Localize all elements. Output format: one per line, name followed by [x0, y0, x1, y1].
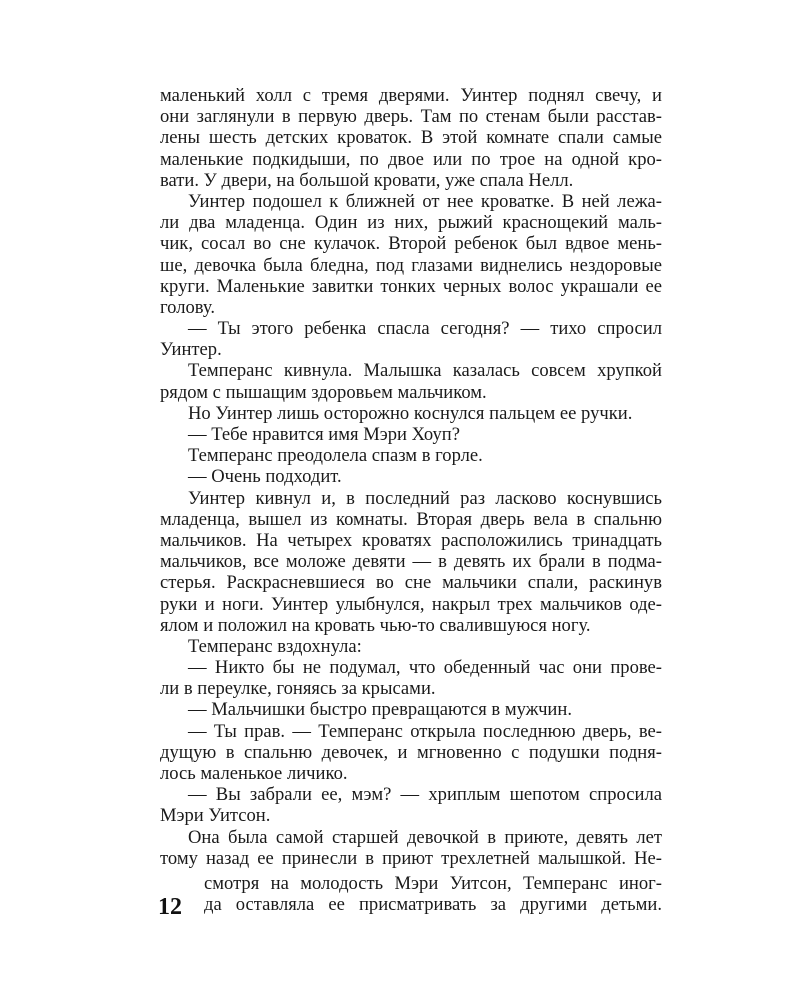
text-line: — Ты прав. — Темперанс открыла последнюю дверь, ве-	[188, 720, 662, 742]
text-line: — Никто бы не подумал, что обеденный час они прове-	[188, 657, 662, 679]
text-line: — Ты этого ребенка спасла сегодня? — тихо спросил	[188, 318, 662, 340]
text-line: чик, сосал во сне кулачок. Второй ребенок был вдвое мень-	[160, 233, 662, 255]
text-line: Она была самой старшей девочкой в приюте, девять лет	[188, 826, 662, 848]
text-line: Но Уинтер лишь осторожно коснулся пальцем ее ручки.	[188, 402, 633, 424]
text-line: Темперанс кивнула. Малышка казалась совсем хрупкой	[188, 360, 662, 382]
text-line: лены шесть детских кроваток. В этой комнате спали самые	[160, 127, 662, 149]
text-line: Уинтер кивнул и, в последний раз ласково коснувшись	[188, 487, 662, 509]
text-line: — Мальчишки быстро превращаются в мужчин.	[188, 699, 572, 721]
text-line: вати. У двери, на большой кровати, уже спала Нелл.	[160, 169, 574, 191]
text-line: маленькие подкидыши, по двое или по трое на одной кро-	[160, 148, 662, 170]
text-line: — Тебе нравится имя Мэри Хоуп?	[188, 424, 460, 445]
text-line: Мэри Уитсон.	[160, 805, 271, 827]
text-line: — Очень подходит.	[188, 466, 342, 488]
text-line: маленький холл с тремя дверями. Уинтер поднял свечу, и	[160, 85, 662, 106]
body-text	[160, 85, 662, 869]
page-number: 12	[158, 894, 182, 920]
text-line: мальчиков. На четырех кроватях расположились тринадцать	[160, 529, 662, 551]
text-line: ялом и положил на кровать чью-то свалившуюся ногу.	[160, 614, 591, 636]
text-line: ше, девочка была бледна, под глазами виднелись нездоровые	[160, 254, 662, 276]
text-line: руки и ноги. Уинтер улыбнулся, накрыл трех мальчиков оде-	[160, 593, 662, 615]
text-line: Уинтер подошел к ближней от нее кроватке. В ней лежа-	[188, 190, 662, 212]
text-line: Темперанс вздохнула:	[188, 635, 362, 657]
text-line: — Вы забрали ее, мэм? — хриплым шепотом спросила	[188, 784, 662, 806]
text-line: мальчиков, все моложе девяти — в девять их брали в подма-	[160, 551, 662, 573]
text-line: ли в переулке, гоняясь за крысами.	[160, 678, 436, 700]
text-line: смотря на молодость Мэри Уитсон, Темперанс иног-	[204, 873, 662, 894]
text-line: ли два младенца. Один из них, рыжий краснощекий маль-	[160, 212, 662, 234]
text-line: да оставляла ее присматривать за другими детьми.	[204, 894, 662, 916]
text-line: Темперанс преодолела спазм в горле.	[188, 445, 483, 467]
body-text-continued	[160, 873, 662, 915]
text-line: голову.	[160, 296, 216, 318]
text-line: дущую в спальню девочек, и мгновенно с подушки подня-	[160, 741, 662, 763]
text-line: стерья. Раскрасневшиеся во сне мальчики спали, раскинув	[160, 572, 662, 594]
text-line: лось маленькое личико.	[160, 763, 348, 784]
text-line: круги. Маленькие завитки тонких черных волос украшали ее	[160, 275, 662, 297]
text-line: рядом с пышащим здоровьем мальчиком.	[160, 381, 487, 403]
text-line: младенца, вышел из комнаты. Вторая дверь вела в спальню	[160, 508, 662, 530]
text-line: тому назад ее принесли в приют трехлетней малышкой. Не-	[160, 847, 662, 869]
text-line: Уинтер.	[160, 339, 222, 361]
text-line: они заглянули в первую дверь. Там по стенам были расстав-	[160, 106, 662, 128]
